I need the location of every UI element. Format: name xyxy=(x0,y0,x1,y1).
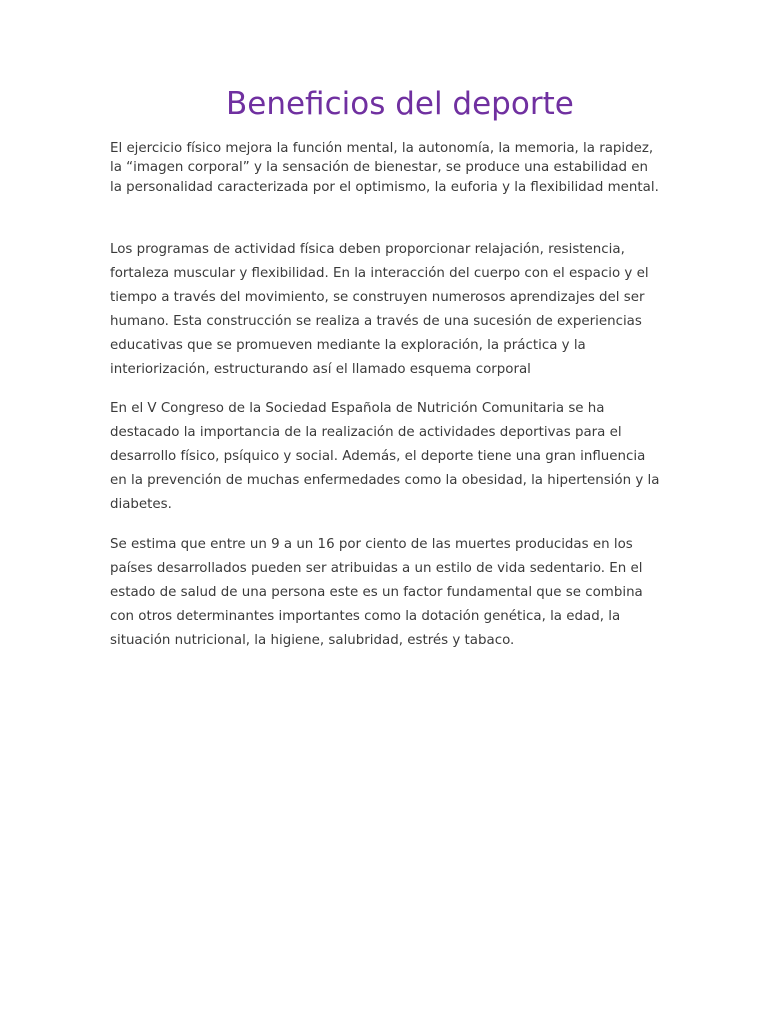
document-title: Beneficios del deporte xyxy=(226,86,574,122)
paragraph-sedentary-mortality: Se estima que entre un 9 a un 16 por ciento de las muertes producidas en los países desarrollados pueden ser atribuidas a un estilo de vida sedentario. En el estado de salud de una persona este es un factor fundamental que se combina con otros determinantes importantes como la dotación genética, la edad, la situación nutricional, la higiene, salubridad, estrés y tabaco. xyxy=(110,537,643,648)
paragraph-nutrition-congress: En el V Congreso de la Sociedad Española de Nutrición Comunitaria se ha destacado la importancia de la realización de actividades deportivas para el desarrollo físico, psíquico y social. Además, el deporte tiene una gran influencia en la prevención de muchas enfermedades como la obesidad, la hipertensión y la diabetes. xyxy=(110,401,660,512)
paragraph-mental-benefits: El ejercicio físico mejora la función mental, la autonomía, la memoria, la rapidez, la “imagen corporal” y la sensación de bienestar, se produce una estabilidad en la personalidad caracterizada por el optimismo, la euforia y la flexibilidad mental. xyxy=(110,141,659,195)
paragraph-physical-activity-programs: Los programas de actividad física deben proporcionar relajación, resistencia, fortaleza muscular y flexibilidad. En la interacción del cuerpo con el espacio y el tiempo a través del movimiento, se construyen numerosos aprendizajes del ser humano. Esta construcción se realiza a través de una sucesión de experiencias educativas que se promueven mediante la exploración, la práctica y la interiorización, estructurando así el llamado esquema corporal xyxy=(110,242,649,377)
